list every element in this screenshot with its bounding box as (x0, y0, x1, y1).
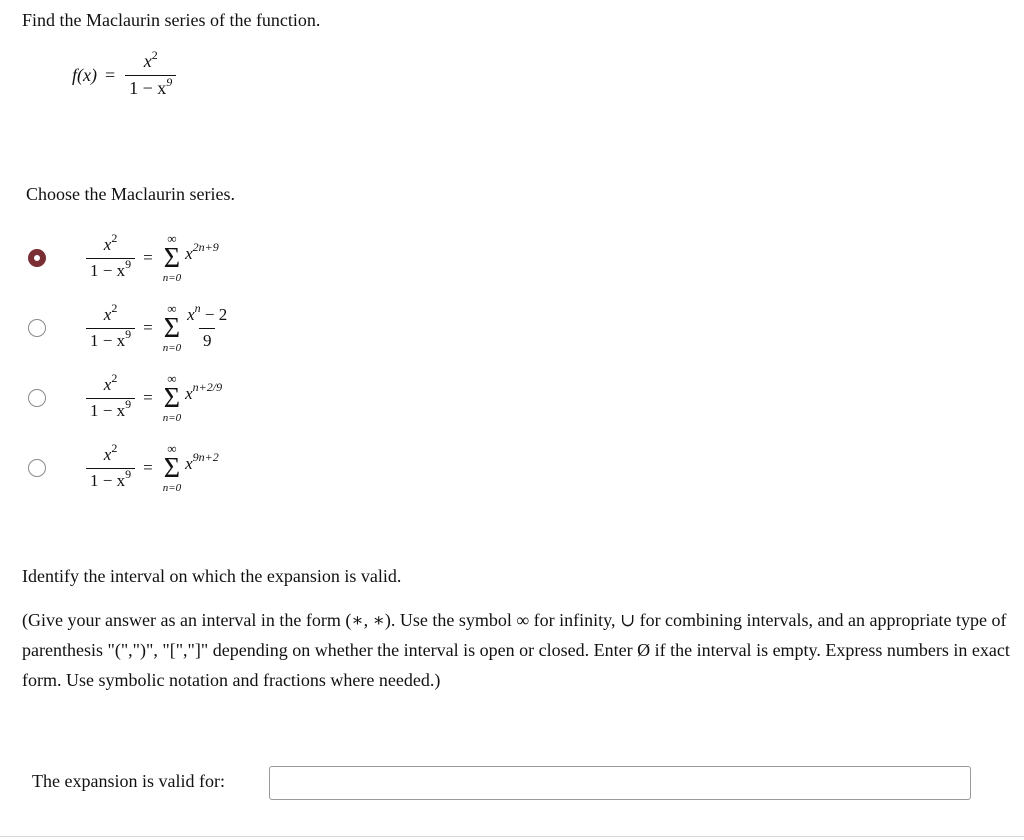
lhs-numerator: x (103, 304, 112, 324)
denominator-exponent: 9 (166, 74, 173, 89)
sum-upper-limit: ∞ (167, 231, 177, 246)
radio-button[interactable] (28, 389, 46, 407)
lhs-numerator: x (103, 374, 112, 394)
term-base: x (185, 244, 193, 263)
series-option-2[interactable] (28, 302, 229, 354)
lhs-numerator-exp: 2 (111, 230, 118, 245)
sigma-symbol: Σ (163, 383, 181, 414)
sigma-symbol: Σ (163, 453, 181, 484)
series-expression (86, 302, 229, 354)
lhs-fraction (86, 230, 135, 280)
term-numerator-exp: n (194, 300, 201, 315)
series-option-4[interactable] (28, 442, 219, 494)
interval-answer-input[interactable] (269, 766, 971, 800)
term-numerator-rest: − 2 (200, 304, 228, 324)
sum-upper-limit: ∞ (167, 441, 177, 456)
radio-button[interactable] (28, 459, 46, 477)
lhs-denominator: 1 − x (90, 260, 126, 280)
lhs-fraction (86, 440, 135, 490)
radio-button[interactable] (28, 319, 46, 337)
lhs-fraction (86, 370, 135, 420)
term-base: x (185, 454, 193, 473)
answer-label: The expansion is valid for: (32, 771, 225, 791)
sum-lower-limit: n=0 (162, 482, 182, 494)
series-term (185, 380, 223, 404)
bottom-divider (0, 836, 1024, 837)
equals-sign: = (104, 64, 116, 85)
lhs-fraction (86, 300, 135, 350)
equals-sign: = (143, 388, 153, 407)
lhs-denominator-exp: 9 (125, 326, 132, 341)
term-exponent: n+2/9 (192, 380, 223, 394)
sum-lower-limit: n=0 (162, 342, 182, 354)
radio-button-selected[interactable] (28, 249, 46, 267)
function-fraction (125, 48, 176, 99)
equals-sign: = (143, 318, 153, 337)
term-numerator-base: x (187, 304, 195, 324)
lhs-numerator: x (103, 234, 112, 254)
numerator-exponent: 2 (151, 48, 158, 62)
denominator-base: 1 − x (129, 77, 167, 98)
series-expression (86, 442, 219, 494)
lhs-numerator-exp: 2 (111, 370, 118, 385)
lhs-numerator: x (103, 444, 112, 464)
sigma-symbol: Σ (163, 243, 181, 274)
series-option-1[interactable] (28, 232, 219, 284)
lhs-denominator-exp: 9 (125, 466, 132, 481)
sum-upper-limit: ∞ (167, 371, 177, 386)
term-fraction (185, 300, 229, 350)
lhs-numerator-exp: 2 (111, 300, 118, 315)
answer-instructions: (Give your answer as an interval in the form (∗, ∗). Use the symbol ∞ for infinity, ∪ for combining intervals, and an appropriate type of parenthesis "(",")", "[","]" depending on whether the interval is open or closed. Enter Ø if the interval is empty. Express numbers in exact form. Use symbolic notation and fractions where needed.) (22, 610, 1010, 690)
interval-question: Identify the interval on which the expansion is valid. (22, 566, 402, 586)
series-expression (86, 232, 219, 284)
equals-sign: = (143, 458, 153, 477)
sum-lower-limit: n=0 (162, 272, 182, 284)
sum-upper-limit: ∞ (167, 301, 177, 316)
question-prompt: Find the Maclaurin series of the function. (22, 10, 321, 30)
sigma-symbol: Σ (163, 313, 181, 344)
series-term (185, 240, 219, 264)
summation (163, 302, 181, 354)
lhs-denominator: 1 − x (90, 330, 126, 350)
equals-sign: = (143, 248, 153, 267)
series-expression (86, 372, 222, 424)
lhs-numerator-exp: 2 (111, 440, 118, 455)
term-denominator: 9 (199, 328, 216, 351)
summation (163, 232, 181, 284)
choose-series-label: Choose the Maclaurin series. (26, 184, 235, 204)
function-definition (72, 48, 176, 99)
lhs-denominator-exp: 9 (125, 396, 132, 411)
lhs-denominator: 1 − x (90, 400, 126, 420)
lhs-denominator-exp: 9 (125, 256, 132, 271)
term-base: x (185, 384, 193, 403)
series-term (185, 450, 219, 474)
series-option-3[interactable] (28, 372, 222, 424)
summation (163, 372, 181, 424)
term-exponent: 2n+9 (192, 240, 219, 254)
lhs-denominator: 1 − x (90, 470, 126, 490)
summation (163, 442, 181, 494)
term-exponent: 9n+2 (192, 450, 219, 464)
sum-lower-limit: n=0 (162, 412, 182, 424)
function-name: f(x) (72, 64, 97, 85)
numerator-base: x (143, 51, 152, 71)
